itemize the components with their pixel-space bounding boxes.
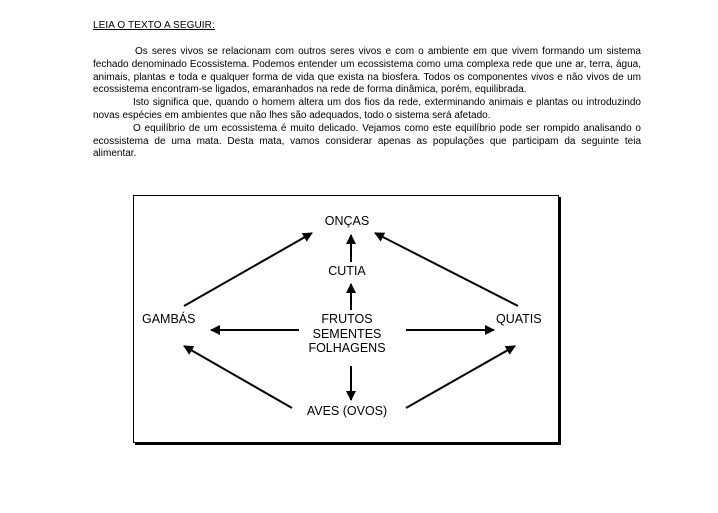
paragraph-3: O equilíbrio de um ecossistema é muito delicado. Vejamos como este equilíbrio pode ser rompido analisando o ecossistema de uma mata. Desta mata, vamos considerar apenas as populações que participam da seguinte teia alimentar. xyxy=(93,122,641,160)
node-frutos xyxy=(297,312,397,356)
node-quatis: QUATIS xyxy=(496,312,542,326)
paragraph-2: Isto significa que, quando o homem altera um dos fios da rede, exterminando animais e plantas ou introduzindo novas espécies em ambientes que não lhes são adequados, todo o sistema será afetado. xyxy=(93,97,641,121)
arrow-aves-to-gambas xyxy=(184,346,292,408)
node-cutia: CUTIA xyxy=(328,264,366,278)
heading: LEIA O TEXTO A SEGUIR: xyxy=(93,20,215,31)
food-web-diagram xyxy=(133,195,559,443)
node-frutos-line-2: SEMENTES xyxy=(312,326,382,341)
node-aves: AVES (OVOS) xyxy=(306,404,388,418)
arrow-quatis-to-oncas xyxy=(375,233,518,306)
arrow-gambas-to-oncas xyxy=(184,233,312,306)
paragraph-1: Os seres vivos se relacionam com outros seres vivos e com o ambiente em que vivem formando um sistema fechado denominado Ecossistema. Podemos entender um ecossistema como uma complexa rede que une ar, terra, água, animais, plantas e toda e qualquer forma de vida que exista na biosfera. Todos os componentes vivos e não vivos de um ecossistema encontram-se ligados, emaranhados na rede de forma dinâmica, porém, equilibrada. xyxy=(93,46,641,96)
node-gambas: GAMBÁS xyxy=(142,312,196,326)
node-frutos-line-3: FOLHAGENS xyxy=(308,341,386,355)
text-block xyxy=(93,46,641,161)
node-frutos-line-1: FRUTOS xyxy=(321,312,373,326)
arrow-aves-to-quatis xyxy=(406,346,515,408)
node-oncas: ONÇAS xyxy=(324,214,370,228)
